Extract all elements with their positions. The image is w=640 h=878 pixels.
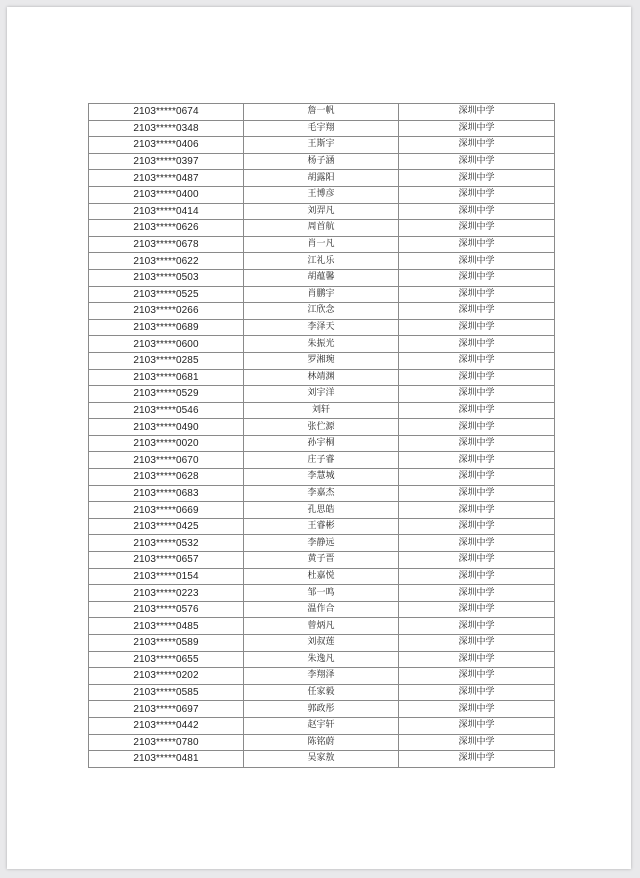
school-cell: 深圳中学 — [399, 419, 555, 436]
id-cell: 2103*****0442 — [89, 717, 244, 734]
id-cell: 2103*****0490 — [89, 419, 244, 436]
school-cell: 深圳中学 — [399, 286, 555, 303]
id-cell: 2103*****0655 — [89, 651, 244, 668]
id-cell: 2103*****0689 — [89, 319, 244, 336]
name-cell: 毛宇翔 — [244, 120, 399, 137]
name-cell: 李泽天 — [244, 319, 399, 336]
name-cell: 朱振光 — [244, 336, 399, 353]
table-row — [89, 684, 555, 701]
table-row — [89, 701, 555, 718]
name-cell: 庄子睿 — [244, 452, 399, 469]
school-cell: 深圳中学 — [399, 104, 555, 121]
school-cell: 深圳中学 — [399, 186, 555, 203]
school-cell: 深圳中学 — [399, 618, 555, 635]
school-cell: 深圳中学 — [399, 153, 555, 170]
table-row — [89, 751, 555, 768]
table-row — [89, 303, 555, 320]
school-cell: 深圳中学 — [399, 253, 555, 270]
name-cell: 王博彦 — [244, 186, 399, 203]
school-cell: 深圳中学 — [399, 369, 555, 386]
id-cell: 2103*****0414 — [89, 203, 244, 220]
id-cell: 2103*****0626 — [89, 220, 244, 237]
id-cell: 2103*****0266 — [89, 303, 244, 320]
school-cell: 深圳中学 — [399, 717, 555, 734]
table-row — [89, 269, 555, 286]
name-cell: 赵宇轩 — [244, 717, 399, 734]
id-cell: 2103*****0546 — [89, 402, 244, 419]
table-row — [89, 635, 555, 652]
name-cell: 任家毅 — [244, 684, 399, 701]
table-row — [89, 352, 555, 369]
id-cell: 2103*****0285 — [89, 352, 244, 369]
school-cell: 深圳中学 — [399, 352, 555, 369]
school-cell: 深圳中学 — [399, 269, 555, 286]
id-cell: 2103*****0406 — [89, 137, 244, 154]
name-cell: 杜嘉悦 — [244, 568, 399, 585]
school-cell: 深圳中学 — [399, 137, 555, 154]
school-cell: 深圳中学 — [399, 220, 555, 237]
table-row — [89, 502, 555, 519]
table-row — [89, 137, 555, 154]
table-row — [89, 402, 555, 419]
table-row — [89, 469, 555, 486]
table-row — [89, 485, 555, 502]
table-row — [89, 651, 555, 668]
id-cell: 2103*****0576 — [89, 601, 244, 618]
id-cell: 2103*****0622 — [89, 253, 244, 270]
table-row — [89, 153, 555, 170]
school-cell: 深圳中学 — [399, 319, 555, 336]
table-row — [89, 618, 555, 635]
name-cell: 刘宇洋 — [244, 386, 399, 403]
name-cell: 刘轩 — [244, 402, 399, 419]
id-cell: 2103*****0628 — [89, 469, 244, 486]
id-cell: 2103*****0223 — [89, 585, 244, 602]
name-cell: 温作合 — [244, 601, 399, 618]
id-cell: 2103*****0154 — [89, 568, 244, 585]
name-cell: 胡露阳 — [244, 170, 399, 187]
table-row — [89, 170, 555, 187]
id-cell: 2103*****0532 — [89, 535, 244, 552]
school-cell: 深圳中学 — [399, 469, 555, 486]
id-cell: 2103*****0503 — [89, 269, 244, 286]
id-cell: 2103*****0657 — [89, 552, 244, 569]
name-cell: 朱逸凡 — [244, 651, 399, 668]
table-row — [89, 104, 555, 121]
name-cell: 肖鹏宇 — [244, 286, 399, 303]
table-row — [89, 286, 555, 303]
name-cell: 孙宇桐 — [244, 435, 399, 452]
school-cell: 深圳中学 — [399, 120, 555, 137]
table-row — [89, 734, 555, 751]
name-cell: 林靖渊 — [244, 369, 399, 386]
name-cell: 曾炳凡 — [244, 618, 399, 635]
school-cell: 深圳中学 — [399, 635, 555, 652]
school-cell: 深圳中学 — [399, 568, 555, 585]
table-row — [89, 601, 555, 618]
school-cell: 深圳中学 — [399, 502, 555, 519]
school-cell: 深圳中学 — [399, 402, 555, 419]
id-cell: 2103*****0400 — [89, 186, 244, 203]
school-cell: 深圳中学 — [399, 336, 555, 353]
table-row — [89, 435, 555, 452]
name-cell: 杨子涵 — [244, 153, 399, 170]
name-cell: 黄子晋 — [244, 552, 399, 569]
document-page — [7, 7, 631, 869]
id-cell: 2103*****0481 — [89, 751, 244, 768]
id-cell: 2103*****0697 — [89, 701, 244, 718]
id-cell: 2103*****0485 — [89, 618, 244, 635]
table-row — [89, 220, 555, 237]
school-cell: 深圳中学 — [399, 518, 555, 535]
school-cell: 深圳中学 — [399, 684, 555, 701]
table-row — [89, 386, 555, 403]
name-cell: 江欣念 — [244, 303, 399, 320]
id-cell: 2103*****0780 — [89, 734, 244, 751]
school-cell: 深圳中学 — [399, 435, 555, 452]
table-row — [89, 585, 555, 602]
name-cell: 郭政彤 — [244, 701, 399, 718]
id-cell: 2103*****0669 — [89, 502, 244, 519]
name-cell: 邹一鸣 — [244, 585, 399, 602]
school-cell: 深圳中学 — [399, 236, 555, 253]
id-cell: 2103*****0585 — [89, 684, 244, 701]
school-cell: 深圳中学 — [399, 303, 555, 320]
table-row — [89, 186, 555, 203]
table-row — [89, 552, 555, 569]
id-cell: 2103*****0674 — [89, 104, 244, 121]
name-cell: 陈铭蔚 — [244, 734, 399, 751]
id-cell: 2103*****0425 — [89, 518, 244, 535]
roster-body — [89, 104, 555, 768]
id-cell: 2103*****0589 — [89, 635, 244, 652]
school-cell: 深圳中学 — [399, 734, 555, 751]
id-cell: 2103*****0600 — [89, 336, 244, 353]
name-cell: 李嘉杰 — [244, 485, 399, 502]
table-row — [89, 336, 555, 353]
id-cell: 2103*****0020 — [89, 435, 244, 452]
table-row — [89, 319, 555, 336]
school-cell: 深圳中学 — [399, 452, 555, 469]
table-row — [89, 518, 555, 535]
name-cell: 孔思皓 — [244, 502, 399, 519]
table-row — [89, 668, 555, 685]
id-cell: 2103*****0348 — [89, 120, 244, 137]
name-cell: 李翔泽 — [244, 668, 399, 685]
school-cell: 深圳中学 — [399, 751, 555, 768]
name-cell: 胡蕴馨 — [244, 269, 399, 286]
table-row — [89, 452, 555, 469]
id-cell: 2103*****0202 — [89, 668, 244, 685]
name-cell: 刘叔莲 — [244, 635, 399, 652]
id-cell: 2103*****0487 — [89, 170, 244, 187]
name-cell: 詹一帆 — [244, 104, 399, 121]
table-row — [89, 369, 555, 386]
school-cell: 深圳中学 — [399, 203, 555, 220]
school-cell: 深圳中学 — [399, 552, 555, 569]
table-row — [89, 120, 555, 137]
id-cell: 2103*****0670 — [89, 452, 244, 469]
id-cell: 2103*****0678 — [89, 236, 244, 253]
table-row — [89, 568, 555, 585]
name-cell: 肖一凡 — [244, 236, 399, 253]
table-row — [89, 236, 555, 253]
name-cell: 王斯宇 — [244, 137, 399, 154]
name-cell: 江礼乐 — [244, 253, 399, 270]
name-cell: 刘羿凡 — [244, 203, 399, 220]
school-cell: 深圳中学 — [399, 485, 555, 502]
name-cell: 张伫源 — [244, 419, 399, 436]
table-row — [89, 535, 555, 552]
name-cell: 王睿彬 — [244, 518, 399, 535]
school-cell: 深圳中学 — [399, 386, 555, 403]
table-row — [89, 203, 555, 220]
school-cell: 深圳中学 — [399, 651, 555, 668]
school-cell: 深圳中学 — [399, 170, 555, 187]
id-cell: 2103*****0397 — [89, 153, 244, 170]
student-roster-table — [88, 103, 555, 768]
name-cell: 吴家敖 — [244, 751, 399, 768]
name-cell: 罗湘琬 — [244, 352, 399, 369]
school-cell: 深圳中学 — [399, 535, 555, 552]
id-cell: 2103*****0525 — [89, 286, 244, 303]
id-cell: 2103*****0683 — [89, 485, 244, 502]
name-cell: 李静远 — [244, 535, 399, 552]
table-row — [89, 253, 555, 270]
school-cell: 深圳中学 — [399, 585, 555, 602]
name-cell: 周首航 — [244, 220, 399, 237]
school-cell: 深圳中学 — [399, 601, 555, 618]
id-cell: 2103*****0529 — [89, 386, 244, 403]
id-cell: 2103*****0681 — [89, 369, 244, 386]
table-row — [89, 419, 555, 436]
name-cell: 李慧城 — [244, 469, 399, 486]
school-cell: 深圳中学 — [399, 668, 555, 685]
school-cell: 深圳中学 — [399, 701, 555, 718]
table-row — [89, 717, 555, 734]
